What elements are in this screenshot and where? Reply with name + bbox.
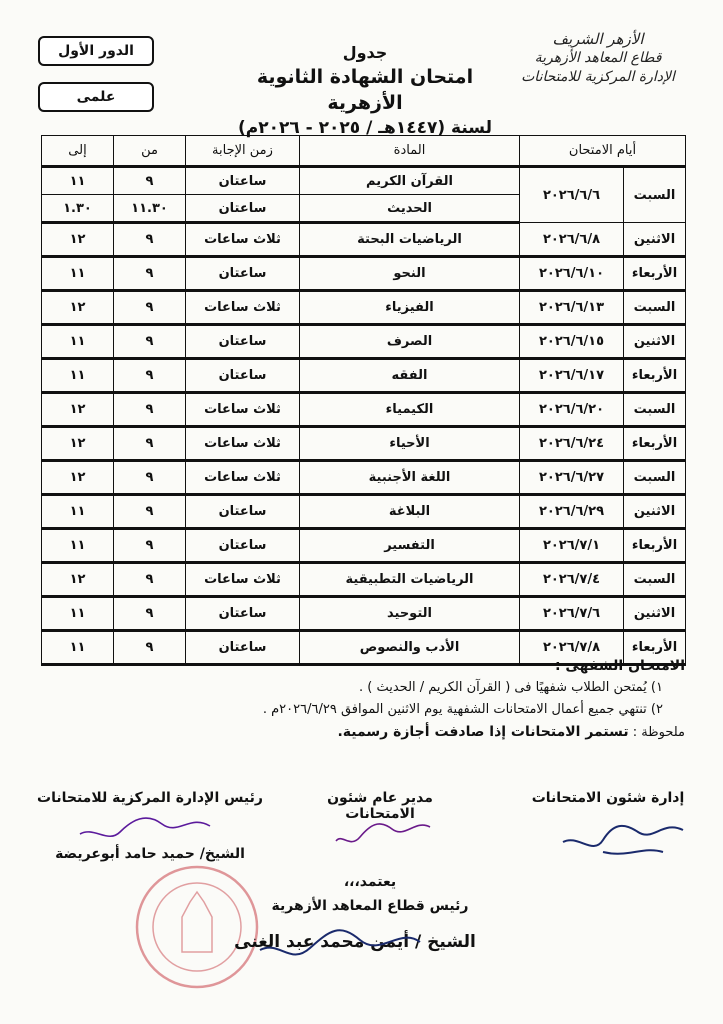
cell-date: ٢٠٢٦/٦/١٠ — [520, 257, 624, 291]
table-row — [42, 291, 686, 325]
cell-duration: ساعتان — [186, 631, 300, 665]
cell-from: ٩ — [114, 461, 186, 495]
cell-subject: التوحيد — [300, 597, 520, 631]
cell-date: ٢٠٢٦/٧/٨ — [520, 631, 624, 665]
note-line-2: ٢) تنتهي جميع أعمال الامتحانات الشفهية يوم الاثنين الموافق ٢٠٢٦/٦/٢٩م . — [262, 702, 663, 717]
cell-duration: ثلاث ساعات — [186, 291, 300, 325]
schedule-table-wrapper — [42, 135, 686, 666]
cell-day: السبت — [624, 167, 686, 223]
table-row — [42, 359, 686, 393]
approve-label: يعتمد،،، — [343, 874, 397, 890]
title-line-2: امتحان الشهادة الثانوية الأزهرية — [256, 66, 474, 114]
cell-from: ٩ — [114, 495, 186, 529]
col-header-to: إلى — [42, 136, 114, 167]
cell-date: ٢٠٢٦/٦/٨ — [520, 223, 624, 257]
table-row — [42, 257, 686, 291]
cell-date: ٢٠٢٦/٧/٤ — [520, 563, 624, 597]
cell-day: الاثنين — [624, 325, 686, 359]
table-row — [42, 495, 686, 529]
cell-to: ١١ — [42, 597, 114, 631]
cell-duration: ساعتان — [186, 195, 300, 223]
signature-central-head: رئيس الإدارة المركزية للامتحانات — [37, 790, 263, 806]
cell-day: الأربعاء — [624, 529, 686, 563]
cell-subject: النحو — [300, 257, 520, 291]
cell-from: ٩ — [114, 257, 186, 291]
cell-date: ٢٠٢٦/٧/١ — [520, 529, 624, 563]
cell-date: ٢٠٢٦/٦/٦ — [520, 167, 624, 223]
col-header-duration: زمن الإجابة — [186, 136, 300, 167]
org-line-1: الأزهر الشريف — [552, 30, 644, 48]
cell-day: الاثنين — [624, 495, 686, 529]
cell-to: ١٢ — [42, 393, 114, 427]
cell-subject: الكيمياء — [300, 393, 520, 427]
cell-subject: الفيزياء — [300, 291, 520, 325]
cell-subject: اللغة الأجنبية — [300, 461, 520, 495]
cell-subject: الصرف — [300, 325, 520, 359]
cell-date: ٢٠٢٦/٦/١٧ — [520, 359, 624, 393]
cell-duration: ساعتان — [186, 597, 300, 631]
cell-subject: البلاغة — [300, 495, 520, 529]
notes-section — [45, 658, 685, 742]
cell-subject: الرياضيات التطبيقية — [300, 563, 520, 597]
cell-day: الأربعاء — [624, 359, 686, 393]
cell-duration: ساعتان — [186, 359, 300, 393]
table-row — [42, 427, 686, 461]
cell-to: ١٢ — [42, 291, 114, 325]
cell-to: ١١ — [42, 325, 114, 359]
note-line-1: ١) يُمتحن الطلاب شفهيًا فى ( القرآن الكريم / الحديث ) . — [359, 680, 663, 695]
cell-day: السبت — [624, 563, 686, 597]
official-stamp-seal — [132, 862, 262, 992]
cell-day: الأربعاء — [624, 257, 686, 291]
cell-duration: ساعتان — [186, 529, 300, 563]
cell-date: ٢٠٢٦/٧/٦ — [520, 597, 624, 631]
cell-to: ١.٣٠ — [42, 195, 114, 223]
cell-from: ٩ — [114, 325, 186, 359]
cell-day: الأربعاء — [624, 427, 686, 461]
signature-general-manager: مدير عام شئون الامتحانات — [327, 790, 433, 822]
notes-heading: الامتحان الشفهى : — [554, 658, 685, 674]
table-row — [42, 597, 686, 631]
cell-to: ١٢ — [42, 427, 114, 461]
cell-to: ١١ — [42, 495, 114, 529]
cell-day: الأربعاء — [624, 631, 686, 665]
sector-head-title: رئيس قطاع المعاهد الأزهرية — [271, 898, 469, 914]
cell-duration: ثلاث ساعات — [186, 393, 300, 427]
cell-day: السبت — [624, 461, 686, 495]
cell-day: السبت — [624, 291, 686, 325]
cell-date: ٢٠٢٦/٦/٢٤ — [520, 427, 624, 461]
cell-to: ١٢ — [42, 461, 114, 495]
cell-from: ٩ — [114, 529, 186, 563]
cell-subject: الرياضيات البحتة — [300, 223, 520, 257]
col-header-subject: المادة — [300, 136, 520, 167]
table-row — [42, 563, 686, 597]
cell-from: ٩ — [114, 563, 186, 597]
schedule-table — [41, 135, 686, 666]
cell-from: ١١.٣٠ — [114, 195, 186, 223]
col-header-days: أيام الامتحان — [520, 136, 686, 167]
cell-subject: الأدب والنصوص — [300, 631, 520, 665]
cell-subject: الحديث — [300, 195, 520, 223]
cell-duration: ساعتان — [186, 325, 300, 359]
cell-duration: ساعتان — [186, 167, 300, 195]
cell-from: ٩ — [114, 291, 186, 325]
cell-from: ٩ — [114, 359, 186, 393]
sector-head-name: الشيخ / أيمن محمد عبد الغنى — [234, 932, 476, 952]
cell-to: ١١ — [42, 631, 114, 665]
cell-day: الاثنين — [624, 223, 686, 257]
handwritten-signature-3 — [70, 812, 220, 842]
cell-subject: الفقه — [300, 359, 520, 393]
cell-duration: ثلاث ساعات — [186, 427, 300, 461]
cell-duration: ثلاث ساعات — [186, 223, 300, 257]
cell-date: ٢٠٢٦/٦/١٣ — [520, 291, 624, 325]
cell-date: ٢٠٢٦/٦/٢٩ — [520, 495, 624, 529]
cell-day: السبت — [624, 393, 686, 427]
cell-from: ٩ — [114, 427, 186, 461]
cell-duration: ساعتان — [186, 495, 300, 529]
cell-day: الاثنين — [624, 597, 686, 631]
cell-to: ١١ — [42, 529, 114, 563]
branch-box: علمى — [38, 82, 154, 112]
handwritten-signature-2 — [330, 815, 440, 851]
title-line-3: لسنة (١٤٤٧هـ / ٢٠٢٥ - ٢٠٢٦م) — [238, 118, 492, 138]
cell-to: ١٢ — [42, 223, 114, 257]
cell-to: ١١ — [42, 359, 114, 393]
remark-text: تستمر الامتحانات إذا صادفت أجازة رسمية. — [337, 724, 629, 740]
cell-duration: ساعتان — [186, 257, 300, 291]
cell-to: ١٢ — [42, 563, 114, 597]
handwritten-signature-1 — [543, 812, 693, 862]
cell-from: ٩ — [114, 167, 186, 195]
cell-subject: الأحياء — [300, 427, 520, 461]
cell-duration: ثلاث ساعات — [186, 461, 300, 495]
cell-to: ١١ — [42, 257, 114, 291]
handwritten-signature-4 — [250, 922, 430, 962]
title-line-1: جدول — [342, 43, 388, 62]
table-row — [42, 393, 686, 427]
table-row — [42, 223, 686, 257]
table-header-row — [42, 136, 686, 167]
cell-subject: القرآن الكريم — [300, 167, 520, 195]
org-header — [503, 30, 693, 87]
org-line-2: قطاع المعاهد الأزهرية — [534, 50, 662, 66]
cell-date: ٢٠٢٦/٦/١٥ — [520, 325, 624, 359]
table-row — [42, 167, 686, 195]
document-title — [220, 42, 510, 140]
approval-block — [270, 870, 470, 918]
round-box: الدور الأول — [38, 36, 154, 66]
org-line-3: الإدارة المركزية للامتحانات — [521, 69, 675, 85]
cell-from: ٩ — [114, 393, 186, 427]
cell-from: ٩ — [114, 631, 186, 665]
table-row — [42, 529, 686, 563]
remark-label: ملحوظة : — [632, 725, 685, 740]
cell-from: ٩ — [114, 597, 186, 631]
remark — [45, 723, 685, 742]
cell-to: ١١ — [42, 167, 114, 195]
cell-date: ٢٠٢٦/٦/٢٧ — [520, 461, 624, 495]
central-head-name: الشيخ/ حميد حامد أبوعريضة — [55, 846, 245, 862]
col-header-from: من — [114, 136, 186, 167]
signature-exam-affairs: إدارة شئون الامتحانات — [531, 790, 685, 806]
cell-subject: التفسير — [300, 529, 520, 563]
table-row — [42, 461, 686, 495]
table-row — [42, 325, 686, 359]
cell-duration: ثلاث ساعات — [186, 563, 300, 597]
cell-from: ٩ — [114, 223, 186, 257]
cell-date: ٢٠٢٦/٦/٢٠ — [520, 393, 624, 427]
